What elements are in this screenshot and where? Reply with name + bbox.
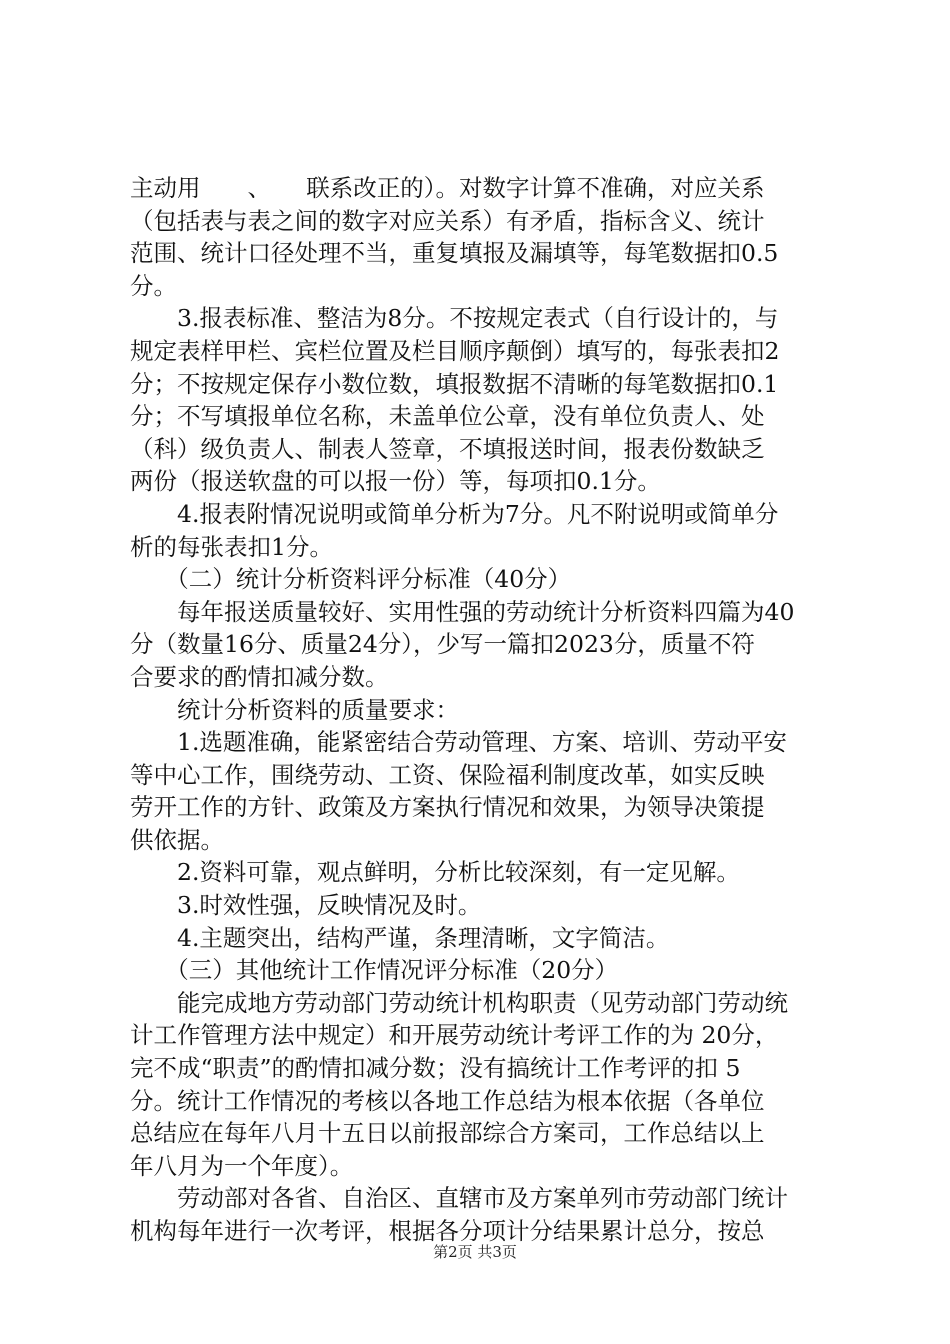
text-line: 规定表样甲栏、宾栏位置及栏目顺序颠倒）填写的，每张表扣2 xyxy=(130,336,780,365)
document-body xyxy=(130,172,830,1248)
text-line: 总结应在每年八月十五日以前报部综合方案司，工作总结以上 xyxy=(130,1119,765,1148)
text-line: 分（数量16分、质量24分），少写一篇扣2023分，质量不符 xyxy=(130,630,755,659)
text-line: （包括表与表之间的数字对应关系）有矛盾，指标含义、统计 xyxy=(130,206,765,235)
text-line: 供依据。 xyxy=(130,825,224,854)
text-line: 统计分析资料的质量要求： xyxy=(130,695,459,724)
text-line: 4.报表附情况说明或简单分析为7分。凡不附说明或简单分 xyxy=(130,499,779,528)
text-line: 分；不写填报单位名称，未盖单位公章，没有单位负责人、处 xyxy=(130,402,765,431)
text-line: 主动用 、 联系改正的）。对数字计算不准确，对应关系 xyxy=(130,174,765,202)
text-line: 析的每张表扣1分。 xyxy=(130,532,333,561)
text-line: 4.主题突出，结构严谨，条理清晰，文字简洁。 xyxy=(130,923,670,952)
text-line: 完不成“职责”的酌情扣减分数；没有搞统计工作考评的扣 5 xyxy=(130,1054,741,1083)
text-line: 等中心工作，围绕劳动、工资、保险福利制度改革，如实反映 xyxy=(130,760,765,789)
text-line: 3.时效性强，反映情况及时。 xyxy=(130,891,482,920)
text-line: 劳开工作的方针、政策及方案执行情况和效果，为领导决策提 xyxy=(130,793,765,822)
text-line: 1.选题准确，能紧密结合劳动管理、方案、培训、劳动平安 xyxy=(130,728,787,757)
text-line: 2.资料可靠，观点鲜明，分析比较深刻，有一定见解。 xyxy=(130,858,740,887)
text-line: 范围、统计口径处理不当，重复填报及漏填等，每笔数据扣0.5 xyxy=(130,239,779,268)
text-line: （科）级负责人、制表人签章，不填报送时间，报表份数缺乏 xyxy=(130,434,765,463)
text-line: 劳动部对各省、自治区、直辖市及方案单列市劳动部门统计 xyxy=(130,1184,788,1213)
text-line: （二）统计分析资料评分标准（40分） xyxy=(130,565,572,594)
text-line: 分；不按规定保存小数位数，填报数据不清晰的每笔数据扣0.1 xyxy=(130,369,779,398)
text-line: （三）其他统计工作情况评分标准（20分） xyxy=(130,956,619,985)
text-line: 机构每年进行一次考评，根据各分项计分结果累计总分，按总 xyxy=(130,1217,765,1245)
text-line: 计工作管理方法中规定）和开展劳动统计考评工作的为 20分， xyxy=(130,1021,779,1050)
text-line: 分。 xyxy=(130,271,177,300)
page-footer: 第2页 共3页 xyxy=(433,1243,517,1261)
text-line: 合要求的酌情扣减分数。 xyxy=(130,662,389,691)
text-line: 分。统计工作情况的考核以各地工作总结为根本依据（各单位 xyxy=(130,1086,765,1115)
text-line: 两份（报送软盘的可以报一份）等，每项扣0.1分。 xyxy=(130,467,661,496)
text-line: 年八月为一个年度）。 xyxy=(130,1151,354,1180)
text-line: 能完成地方劳动部门劳动统计机构职责（见劳动部门劳动统 xyxy=(130,988,788,1017)
text-line: 3.报表标准、整洁为8分。不按规定表式（自行设计的，与 xyxy=(130,304,779,333)
text-line: 每年报送质量较好、实用性强的劳动统计分析资料四篇为40 xyxy=(130,597,795,626)
